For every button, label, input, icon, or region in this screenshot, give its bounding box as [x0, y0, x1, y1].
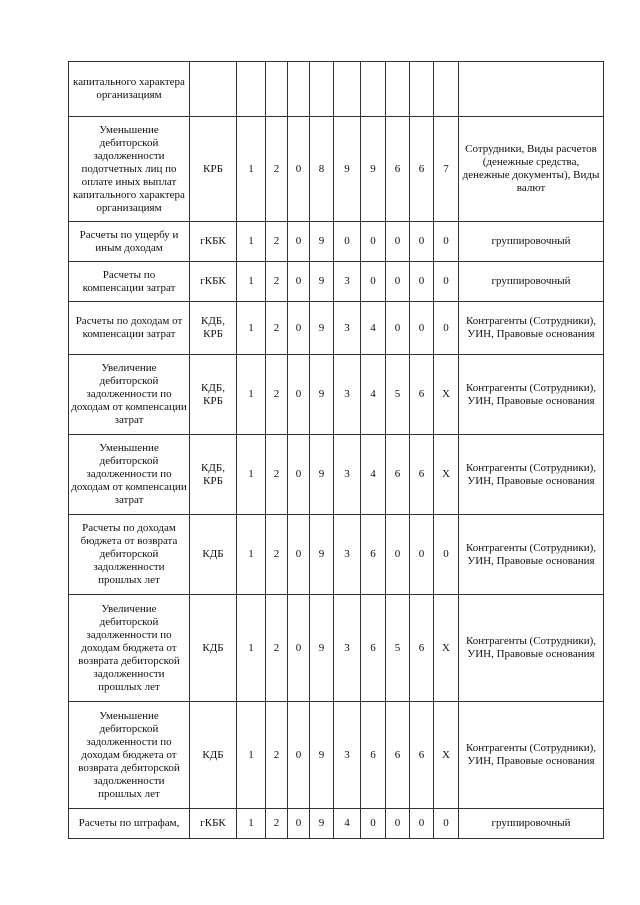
- table-row: [69, 117, 604, 222]
- account-name-cell: Расчеты по штрафам,: [69, 809, 190, 839]
- account-digit-cell: 2: [266, 302, 288, 355]
- table-row: [69, 302, 604, 355]
- analytics-cell: Контрагенты (Сотрудники), УИН, Правовые основания: [459, 702, 604, 809]
- account-digit-cell: 0: [386, 515, 410, 595]
- account-digit-cell: 2: [266, 262, 288, 302]
- table-row: [69, 515, 604, 595]
- account-digit-cell: 2: [266, 595, 288, 702]
- account-name-cell: Расчеты по компенсации затрат: [69, 262, 190, 302]
- analytics-cell: группировочный: [459, 262, 604, 302]
- account-digit-cell: 6: [361, 595, 386, 702]
- account-digit-cell: 1: [237, 809, 266, 839]
- account-name-cell: Уменьшение дебиторской задолженности по доходам от компенсации затрат: [69, 435, 190, 515]
- account-digit-cell: [410, 62, 434, 117]
- account-digit-cell: 5: [386, 355, 410, 435]
- table-row: [69, 595, 604, 702]
- account-digit-cell: 6: [410, 702, 434, 809]
- account-digit-cell: 2: [266, 222, 288, 262]
- account-digit-cell: 0: [434, 262, 459, 302]
- table-row: [69, 62, 604, 117]
- account-digit-cell: 9: [310, 302, 334, 355]
- account-digit-cell: 0: [288, 435, 310, 515]
- account-digit-cell: [434, 62, 459, 117]
- analytics-cell: группировочный: [459, 222, 604, 262]
- accounts-table: [68, 61, 604, 839]
- account-digit-cell: 6: [410, 595, 434, 702]
- account-digit-cell: 0: [410, 222, 434, 262]
- account-digit-cell: 0: [288, 117, 310, 222]
- kbk-cell: КДБ: [190, 702, 237, 809]
- kbk-cell: КДБ, КРБ: [190, 302, 237, 355]
- account-digit-cell: 2: [266, 355, 288, 435]
- account-digit-cell: 1: [237, 435, 266, 515]
- account-name-cell: Расчеты по ущербу и иным доходам: [69, 222, 190, 262]
- account-name-cell: Уменьшение дебиторской задолженности подотчетных лиц по оплате иных выплат капитального характера организациям: [69, 117, 190, 222]
- account-digit-cell: 0: [288, 222, 310, 262]
- account-digit-cell: 6: [386, 435, 410, 515]
- account-digit-cell: 0: [288, 702, 310, 809]
- account-digit-cell: Х: [434, 702, 459, 809]
- table-row: [69, 355, 604, 435]
- account-digit-cell: [386, 62, 410, 117]
- account-digit-cell: 0: [386, 809, 410, 839]
- account-digit-cell: 0: [386, 262, 410, 302]
- account-digit-cell: 0: [288, 595, 310, 702]
- account-digit-cell: 4: [361, 355, 386, 435]
- account-digit-cell: 3: [334, 355, 361, 435]
- account-name-cell: Увеличение дебиторской задолженности по доходам бюджета от возврата дебиторской задолженности прошлых лет: [69, 595, 190, 702]
- account-digit-cell: 0: [334, 222, 361, 262]
- account-digit-cell: 4: [361, 435, 386, 515]
- analytics-cell: [459, 62, 604, 117]
- analytics-cell: Контрагенты (Сотрудники), УИН, Правовые основания: [459, 355, 604, 435]
- account-digit-cell: 9: [310, 435, 334, 515]
- account-digit-cell: 6: [410, 117, 434, 222]
- account-digit-cell: 9: [310, 702, 334, 809]
- account-digit-cell: 1: [237, 515, 266, 595]
- account-digit-cell: 0: [434, 222, 459, 262]
- account-digit-cell: 4: [361, 302, 386, 355]
- table-row: [69, 222, 604, 262]
- kbk-cell: КРБ: [190, 117, 237, 222]
- kbk-cell: [190, 62, 237, 117]
- account-digit-cell: 9: [310, 595, 334, 702]
- analytics-cell: Контрагенты (Сотрудники), УИН, Правовые основания: [459, 302, 604, 355]
- account-digit-cell: 2: [266, 515, 288, 595]
- account-digit-cell: 4: [334, 809, 361, 839]
- account-digit-cell: 3: [334, 515, 361, 595]
- account-digit-cell: [266, 62, 288, 117]
- account-digit-cell: 2: [266, 435, 288, 515]
- account-name-cell: Расчеты по доходам бюджета от возврата дебиторской задолженности прошлых лет: [69, 515, 190, 595]
- table-row: [69, 435, 604, 515]
- account-digit-cell: 0: [288, 302, 310, 355]
- account-digit-cell: 6: [386, 117, 410, 222]
- account-digit-cell: 8: [310, 117, 334, 222]
- account-digit-cell: 6: [361, 702, 386, 809]
- account-digit-cell: 0: [434, 809, 459, 839]
- account-digit-cell: 9: [310, 515, 334, 595]
- account-digit-cell: [288, 62, 310, 117]
- analytics-cell: Контрагенты (Сотрудники), УИН, Правовые основания: [459, 515, 604, 595]
- account-digit-cell: 0: [361, 222, 386, 262]
- analytics-cell: Контрагенты (Сотрудники), УИН, Правовые основания: [459, 595, 604, 702]
- account-digit-cell: Х: [434, 435, 459, 515]
- kbk-cell: КДБ, КРБ: [190, 435, 237, 515]
- account-digit-cell: 5: [386, 595, 410, 702]
- account-digit-cell: 3: [334, 435, 361, 515]
- kbk-cell: КДБ: [190, 595, 237, 702]
- account-digit-cell: 9: [310, 262, 334, 302]
- account-digit-cell: 9: [310, 809, 334, 839]
- account-digit-cell: 0: [434, 302, 459, 355]
- account-digit-cell: 2: [266, 117, 288, 222]
- account-digit-cell: 0: [288, 515, 310, 595]
- account-digit-cell: 7: [434, 117, 459, 222]
- account-digit-cell: 1: [237, 117, 266, 222]
- account-digit-cell: 6: [361, 515, 386, 595]
- account-digit-cell: Х: [434, 355, 459, 435]
- account-digit-cell: 6: [386, 702, 410, 809]
- kbk-cell: гКБК: [190, 809, 237, 839]
- account-digit-cell: 2: [266, 702, 288, 809]
- account-digit-cell: 0: [361, 262, 386, 302]
- account-digit-cell: 1: [237, 702, 266, 809]
- account-digit-cell: 0: [410, 262, 434, 302]
- account-digit-cell: 3: [334, 262, 361, 302]
- account-digit-cell: 3: [334, 702, 361, 809]
- kbk-cell: гКБК: [190, 262, 237, 302]
- account-name-cell: Увеличение дебиторской задолженности по доходам от компенсации затрат: [69, 355, 190, 435]
- account-digit-cell: 1: [237, 355, 266, 435]
- account-digit-cell: 9: [361, 117, 386, 222]
- account-name-cell: капитального характера организациям: [69, 62, 190, 117]
- account-digit-cell: 0: [288, 262, 310, 302]
- account-digit-cell: 0: [386, 302, 410, 355]
- account-digit-cell: 6: [410, 435, 434, 515]
- analytics-cell: Контрагенты (Сотрудники), УИН, Правовые основания: [459, 435, 604, 515]
- account-digit-cell: 1: [237, 595, 266, 702]
- account-digit-cell: 1: [237, 222, 266, 262]
- account-digit-cell: Х: [434, 595, 459, 702]
- account-digit-cell: 9: [310, 222, 334, 262]
- account-digit-cell: [237, 62, 266, 117]
- account-digit-cell: 1: [237, 262, 266, 302]
- account-digit-cell: 0: [410, 809, 434, 839]
- account-digit-cell: 0: [386, 222, 410, 262]
- account-digit-cell: 1: [237, 302, 266, 355]
- account-digit-cell: [334, 62, 361, 117]
- account-digit-cell: 0: [434, 515, 459, 595]
- table-row: [69, 262, 604, 302]
- table-row: [69, 702, 604, 809]
- account-digit-cell: 6: [410, 355, 434, 435]
- table-row: [69, 809, 604, 839]
- account-digit-cell: 2: [266, 809, 288, 839]
- account-digit-cell: 9: [310, 355, 334, 435]
- account-digit-cell: 3: [334, 595, 361, 702]
- account-digit-cell: 9: [334, 117, 361, 222]
- kbk-cell: гКБК: [190, 222, 237, 262]
- account-digit-cell: 0: [410, 302, 434, 355]
- account-digit-cell: 0: [288, 355, 310, 435]
- kbk-cell: КДБ, КРБ: [190, 355, 237, 435]
- account-digit-cell: [310, 62, 334, 117]
- account-digit-cell: 0: [288, 809, 310, 839]
- account-name-cell: Уменьшение дебиторской задолженности по доходам бюджета от возврата дебиторской задолженности прошлых лет: [69, 702, 190, 809]
- account-digit-cell: 0: [361, 809, 386, 839]
- account-name-cell: Расчеты по доходам от компенсации затрат: [69, 302, 190, 355]
- analytics-cell: группировочный: [459, 809, 604, 839]
- account-digit-cell: [361, 62, 386, 117]
- analytics-cell: Сотрудники, Виды расчетов (денежные средства, денежные документы), Виды валют: [459, 117, 604, 222]
- account-digit-cell: 3: [334, 302, 361, 355]
- account-digit-cell: 0: [410, 515, 434, 595]
- kbk-cell: КДБ: [190, 515, 237, 595]
